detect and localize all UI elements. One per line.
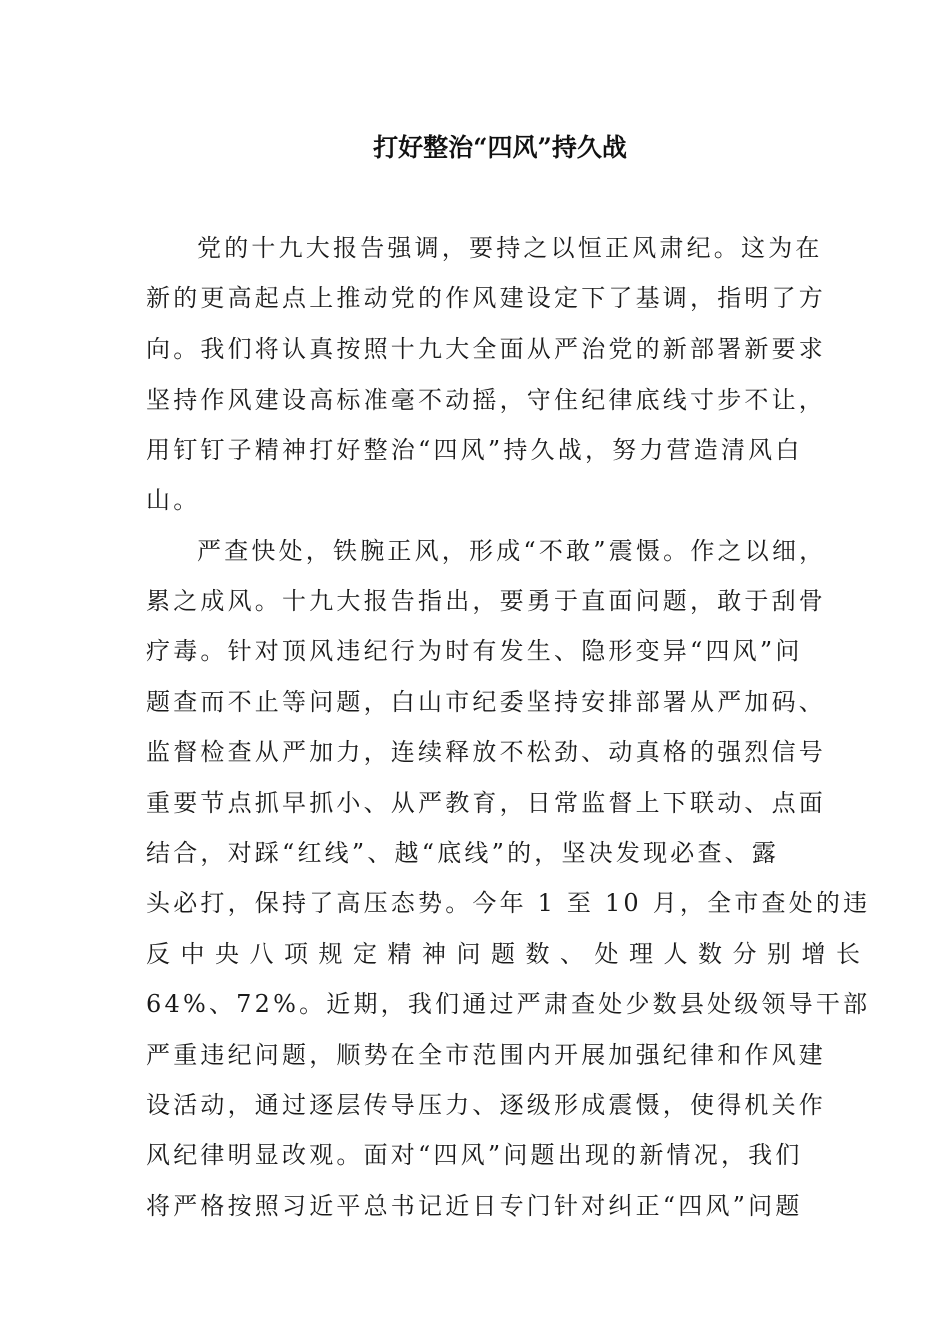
text-line: 风纪律明显改观。面对“四风”问题出现的新情况，我们 bbox=[146, 1141, 803, 1169]
document-title: 打好整治“四风”持久战 bbox=[373, 133, 627, 162]
text-line: 累之成风。十九大报告指出，要勇于直面问题，敢于刮骨 bbox=[146, 587, 826, 615]
text-line: 反中央八项规定精神问题数、处理人数分别增长 bbox=[146, 940, 871, 968]
text-line: 新的更高起点上推动党的作风建设定下了基调，指明了方 bbox=[146, 284, 826, 312]
text-line: 坚持作风建设高标准毫不动摇，守住纪律底线寸步不让， bbox=[146, 386, 826, 414]
text-line: 党的十九大报告强调，要持之以恒正风肃纪。这为在 bbox=[197, 234, 823, 262]
text-line: 64%、72%。近期，我们通过严肃查处少数县处级领导干部 bbox=[146, 990, 871, 1018]
text-line: 监督检查从严加力，连续释放不松劲、动真格的强烈信号 bbox=[146, 738, 826, 766]
text-line: 头必打，保持了高压态势。今年 1 至 10 月，全市查处的违 bbox=[146, 889, 871, 917]
text-line: 山。 bbox=[146, 486, 201, 514]
text-line: 严重违纪问题，顺势在全市范围内开展加强纪律和作风建 bbox=[146, 1041, 826, 1069]
text-line: 用钉钉子精神打好整治“四风”持久战，努力营造清风白 bbox=[146, 436, 803, 464]
text-line: 设活动，通过逐层传导压力、逐级形成震慑，使得机关作 bbox=[146, 1091, 826, 1119]
text-line: 重要节点抓早抓小、从严教育，日常监督上下联动、点面 bbox=[146, 789, 826, 817]
text-line: 严查快处，铁腕正风，形成“不敢”震慑。作之以细， bbox=[197, 537, 827, 565]
text-line: 向。我们将认真按照十九大全面从严治党的新部署新要求 bbox=[146, 335, 826, 363]
text-line: 题查而不止等问题，白山市纪委坚持安排部署从严加码、 bbox=[146, 688, 826, 716]
text-line: 疗毒。针对顶风违纪行为时有发生、隐形变异“四风”问 bbox=[146, 637, 803, 665]
text-line: 结合，对踩“红线”、越“底线”的，坚决发现必查、露 bbox=[146, 839, 780, 867]
text-line: 将严格按照习近平总书记近日专门针对纠正“四风”问题 bbox=[146, 1192, 803, 1220]
